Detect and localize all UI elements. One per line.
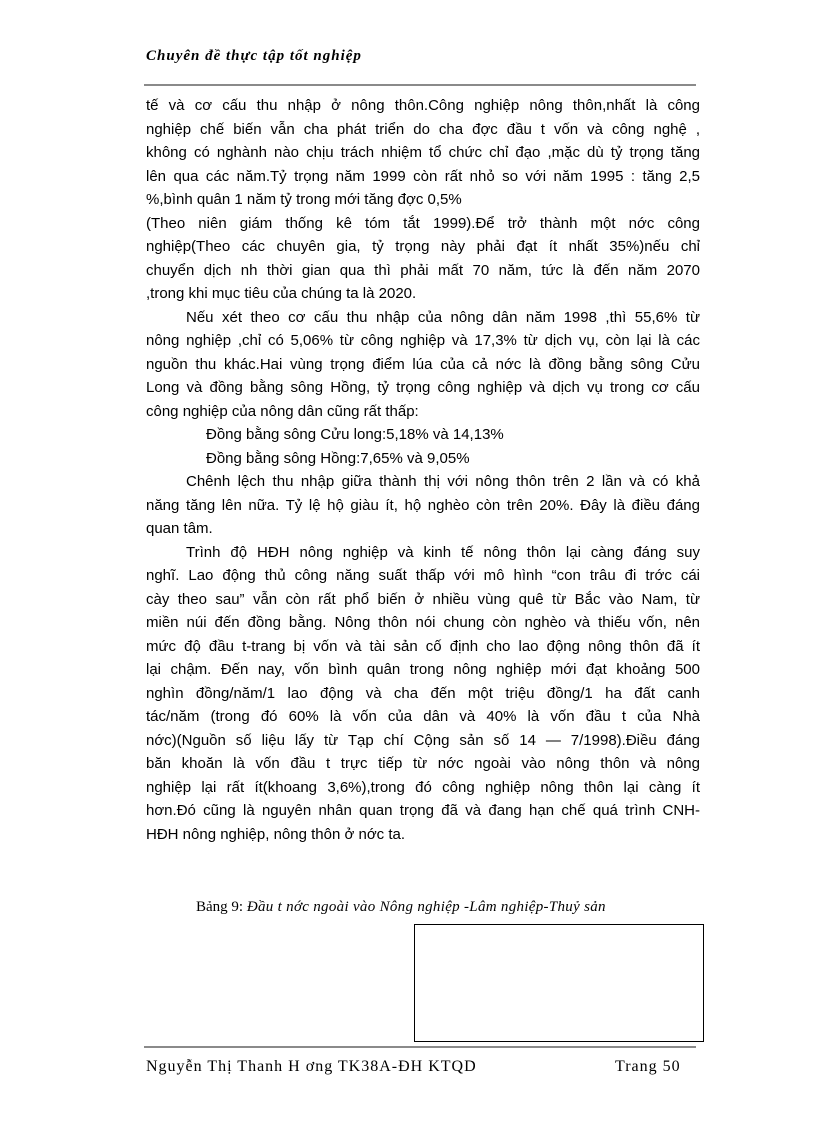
- table-caption-title: Đầu t nớc ngoài vào Nông nghiệp -Lâm nghiệp-Thuỷ sản: [246, 899, 606, 915]
- text-line: quan tâm.: [146, 520, 213, 537]
- text-line: nớc)(Nguồn số liệu lấy từ Tạp chí Cộng sản số 14 — 7/1998).Điều đáng: [146, 731, 700, 749]
- table-frame: [414, 924, 704, 1042]
- text-line: công nghiệp của nông dân cũng rất thấp:: [146, 402, 419, 420]
- text-line: nghìn đồng/năm/1 lao động và cha đến một triệu đồng/1 ha đất canh: [146, 684, 700, 702]
- text-line: Chênh lệch thu nhập giữa thành thị với nông thôn trên 2 lần và có khả: [186, 473, 700, 490]
- text-line: hơn.Đó cũng là nguyên nhân quan trọng đã và đang hạn chế quá trình CNH-: [146, 802, 700, 819]
- text-line: tế và cơ cấu thu nhập ở nông thôn.Công nghiệp nông thôn,nhất là công: [146, 97, 700, 114]
- text-line: (Theo niên giám thống kê tóm tắt 1999).Để trở thành một nớc công: [146, 214, 700, 232]
- text-line: lại chậm. Đến nay, vốn bình quân trong nông nghiệp mới đạt khoảng 500: [146, 661, 700, 678]
- footer-rule: [144, 1046, 696, 1048]
- text-line: năng tăng lên nữa. Tỷ lệ hộ giàu ít, hộ nghèo còn trên 20%. Đây là điều đáng: [146, 496, 700, 514]
- text-line: cày theo sau” vẫn còn rất phổ biến ở nhiều vùng quê từ Bắc vào Nam, từ: [146, 590, 700, 608]
- text-line: mức độ đầu t-trang bị vốn và tài sản cố định cho lao động nông thôn đã ít: [146, 637, 700, 655]
- text-line: Đồng bằng sông Cửu long:5,18% và 14,13%: [206, 426, 504, 443]
- text-line: không có nghành nào chịu trách nhiệm tổ chức chỉ đạo ,mặc dù tỷ trọng tăng: [146, 144, 700, 161]
- text-line: lên qua các năm.Tỷ trọng năm 1999 còn rất nhỏ so với năm 1995 : tăng 2,5: [146, 167, 700, 185]
- text-line: Long và đồng bằng sông Hồng, tỷ trọng công nghiệp và dịch vụ trong cơ cấu: [146, 379, 700, 396]
- text-line: nghiệp chế biến vẫn cha phát triển do cha đợc đầu t vốn và công nghệ ,: [146, 120, 700, 138]
- table-caption-label: Bảng 9:: [196, 899, 244, 915]
- text-line: nghĩ. Lao động thủ công năng suất thấp với mô hình “con trâu đi trớc cái: [146, 567, 700, 584]
- page-number: Trang 50: [615, 1058, 681, 1075]
- text-line: tác/năm (trong đó 60% là vốn của dân và 40% là vốn đầu t của Nhà: [146, 708, 700, 725]
- text-line: miền núi đến đồng bằng. Nông thôn nói chung còn nghèo và thiếu vốn, nên: [146, 614, 700, 631]
- header-rule: [144, 84, 696, 86]
- text-line: nguồn thu khác.Hai vùng trọng điểm lúa của cả nớc là đồng bằng sông Cửu: [146, 355, 700, 373]
- text-line: nông nghiệp ,chỉ có 5,06% từ công nghiệp và 17,3% từ dịch vụ, còn lại là các: [146, 332, 700, 349]
- text-line: Đồng bằng sông Hồng:7,65% và 9,05%: [206, 449, 470, 467]
- text-line: Trình độ HĐH nông nghiệp và kinh tế nông thôn lại càng đáng suy: [186, 543, 700, 561]
- text-line: ,trong khi mục tiêu của chúng ta là 2020.: [146, 285, 417, 302]
- table-caption: [196, 899, 606, 916]
- text-line: Nếu xét theo cơ cấu thu nhập của nông dân năm 1998 ,thì 55,6% từ: [186, 308, 700, 326]
- footer-author: Nguyễn Thị Thanh H ơng TK38A-ĐH KTQD: [146, 1058, 477, 1075]
- text-line: HĐH nông nghiệp, nông thôn ở nớc ta.: [146, 825, 406, 843]
- running-header: Chuyên đề thực tập tốt nghiệp: [146, 48, 362, 64]
- text-line: nghiệp lại rất ít(khoang 3,6%),trong đó công nghiệp nông thôn lại càng ít: [146, 778, 700, 796]
- text-line: %,bình quân 1 năm tỷ trong mới tăng đợc 0,5%: [146, 191, 462, 208]
- body-text: [146, 94, 700, 846]
- text-line: nghiệp(Theo các chuyên gia, tỷ trọng này phải đạt ít nhất 35%)nếu chỉ: [146, 238, 700, 255]
- text-line: băn khoăn là vốn đầu t trực tiếp từ nớc ngoài vào nông thôn và nông: [146, 755, 700, 772]
- text-line: chuyển dịch nh thời gian qua thì phải mất 70 năm, tức là đến năm 2070: [146, 261, 700, 279]
